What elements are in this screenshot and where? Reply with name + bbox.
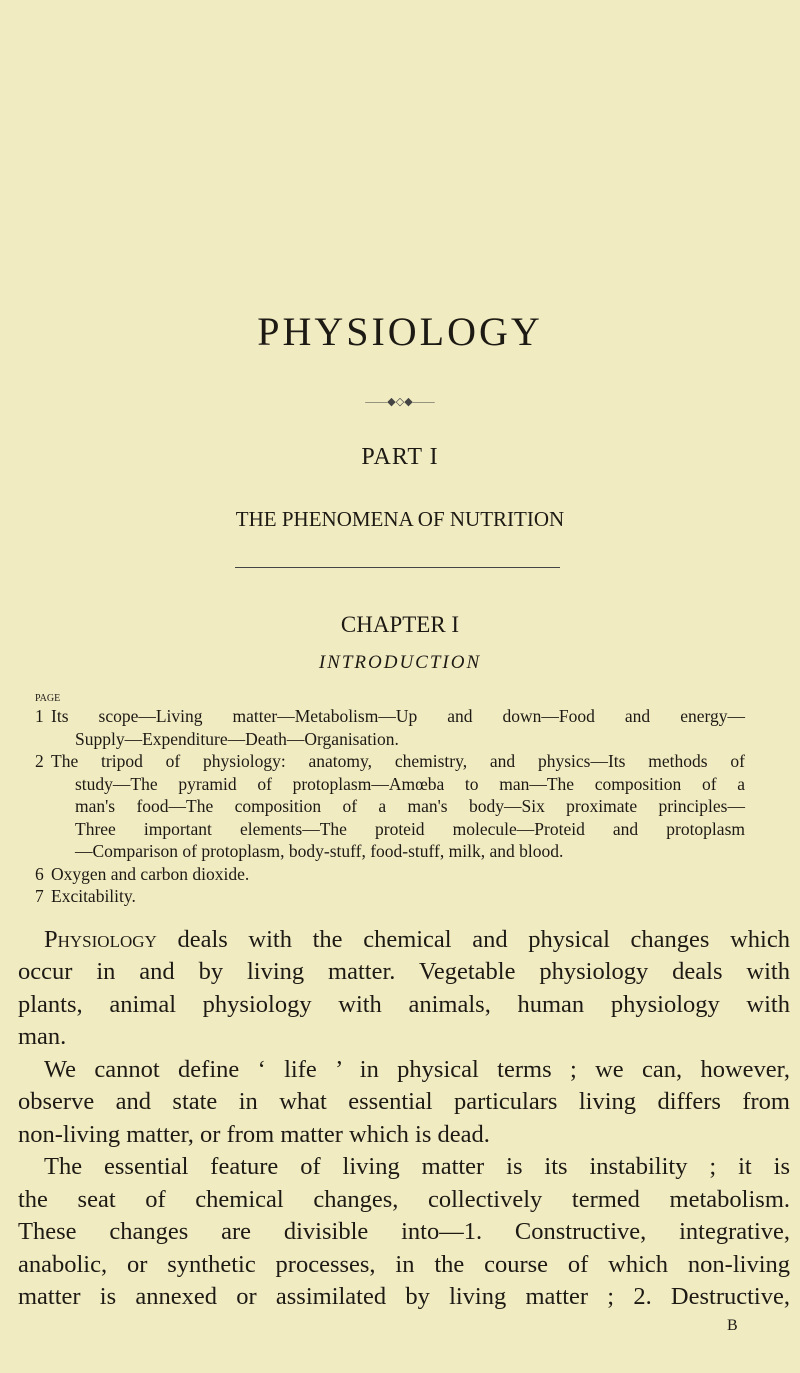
toc-page-number: 7 [35, 886, 44, 906]
toc-page-number: 2 [35, 751, 44, 771]
chapter-heading: CHAPTER I [340, 612, 460, 637]
text-line: non-living matter, or from matter which is dead. [18, 1120, 490, 1148]
paragraph [18, 1054, 790, 1152]
body-text [18, 924, 790, 1314]
text-line: These changes are divisible into—1. Constructive, integrative, [18, 1218, 790, 1245]
toc-line: —Comparison of protoplasm, body-stuff, food-stuff, milk, and blood. [75, 841, 564, 861]
toc-line: Its scope—Living matter—Metabolism—Up and down—Food and energy— [51, 706, 745, 726]
chapter-title: INTRODUCTION [318, 652, 482, 673]
text-line: man. [18, 1023, 67, 1050]
toc-line: man's food—The composition of a man's body—Six proximate principles— [75, 796, 745, 816]
text-line: occur in and by living matter. Vegetable physiology deals with [18, 958, 790, 985]
part-title: THE PHENOMENA OF NUTRITION [235, 507, 565, 531]
chapter-contents [35, 705, 745, 908]
lead-word: Physiology [44, 925, 157, 953]
text-line [18, 924, 790, 957]
toc-line: Oxygen and carbon dioxide. [51, 863, 250, 884]
toc-entry [35, 705, 745, 750]
paragraph [18, 924, 790, 1054]
page-content-flow [0, 692, 800, 1336]
toc-page-number: 6 [35, 863, 44, 884]
signature-mark: B [727, 1316, 738, 1334]
text-line: observe and state in what essential particulars living differs from [18, 1088, 790, 1115]
toc-line: The tripod of physiology: anatomy, chemistry, and physics—Its methods of [51, 751, 745, 771]
text-line: We cannot define ‘ life ’ in physical terms ; we can, however, [44, 1055, 790, 1083]
text-line: matter is annexed or assimilated by living matter ; 2. Destructive, [18, 1283, 790, 1310]
text-line-rest: deals with the chemical and physical changes which [156, 925, 790, 953]
text-line: plants, animal physiology with animals, human physiology with [18, 990, 790, 1018]
toc-entry [35, 885, 745, 908]
ornament-divider: ——◆◇◆—— [365, 396, 435, 408]
toc-entry [35, 750, 745, 863]
toc-entry [35, 863, 745, 886]
toc-page-number: 1 [35, 706, 44, 726]
toc-line: study—The pyramid of protoplasm—Amœba to man—The composition of a [75, 773, 745, 794]
toc-line: Excitability. [51, 886, 136, 906]
text-line: The essential feature of living matter is its instability ; it is [44, 1153, 790, 1180]
paragraph [18, 1151, 790, 1314]
toc-line: Supply—Expenditure—Death—Organisation. [75, 728, 399, 749]
horizontal-rule [235, 567, 560, 568]
toc-page-label: PAGE [35, 693, 61, 704]
text-line: anabolic, or synthetic processes, in the course of which non-living [18, 1250, 790, 1278]
book-title: PHYSIOLOGY [257, 309, 543, 354]
text-line: the seat of chemical changes, collectively termed metabolism. [18, 1185, 790, 1213]
toc-line: Three important elements—The proteid molecule—Proteid and protoplasm [75, 818, 745, 839]
part-heading: PART I [361, 444, 439, 470]
